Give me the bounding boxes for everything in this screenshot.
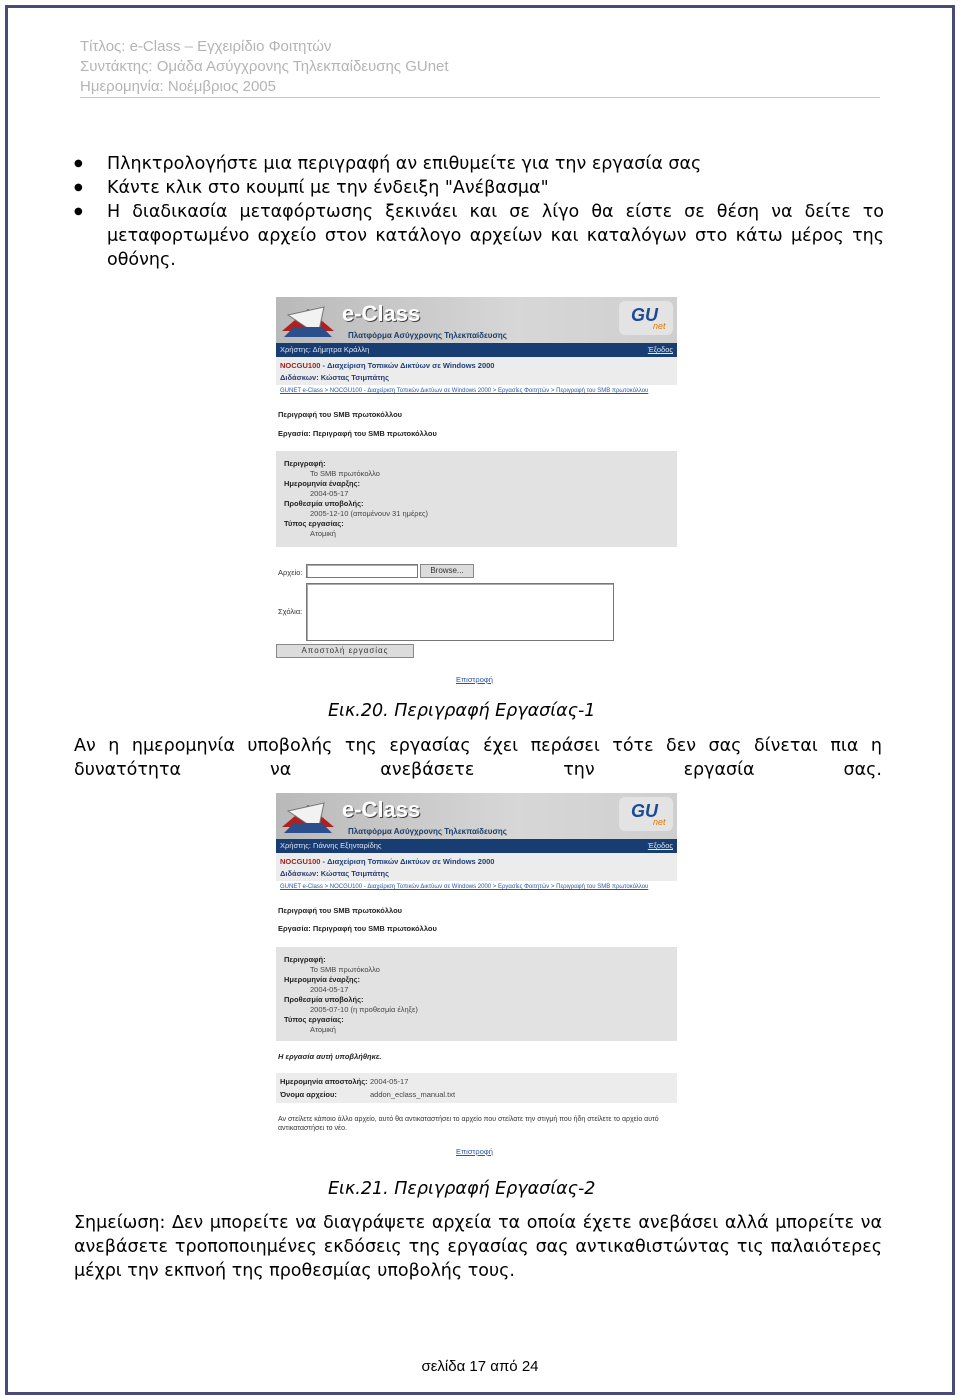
logout-link[interactable]: Έξοδος — [647, 841, 673, 850]
assignment-info — [276, 947, 677, 1041]
eclass-banner — [276, 793, 677, 839]
submission-info — [276, 1073, 677, 1103]
start-label: Ημερομηνία έναρξης: — [284, 479, 361, 488]
gunet-logo-sub: net — [653, 817, 666, 827]
user-name: Χρήστης: Δήμητρα Κράλλη — [280, 345, 370, 354]
submitted-notice: Η εργασία αυτή υποβλήθηκε. — [278, 1052, 382, 1061]
figure-21-caption: Εικ.21. Περιγραφή Εργασίας-2 — [328, 1179, 596, 1199]
type-value: Ατομική — [310, 1025, 336, 1034]
file-label: Αρχείο: — [278, 568, 303, 577]
page-number: σελίδα 17 από 24 — [421, 1358, 539, 1375]
submit-assignment-button[interactable]: Αποστολή εργασίας — [276, 644, 414, 658]
instruction-list — [72, 152, 884, 272]
back-link[interactable]: Επιστροφή — [456, 1147, 493, 1156]
assignment-info — [276, 451, 677, 547]
gunet-logo-sub: net — [653, 321, 666, 331]
platform-name: Πλατφόρμα Ασύγχρονης Τηλεκπαίδευσης — [348, 331, 507, 340]
assignment-subheading: Εργασία: Περιγραφή του SMB πρωτοκόλλου — [278, 429, 437, 438]
brand-name: e-Class — [342, 797, 421, 822]
logout-link[interactable]: Έξοδος — [647, 345, 673, 354]
desc-value: Το SMB πρωτόκολλο — [310, 965, 380, 974]
resubmit-warning: Αν στείλετε κάποιο άλλο αρχείο, αυτό θα αντικαταστήσει το αρχείο που στείλατε την στιγμή που ήδη στείλετε το αρχείο αυτό αντικαταστήσει το νέο. — [278, 1116, 659, 1132]
envelope-logo-icon — [278, 797, 338, 837]
platform-name: Πλατφόρμα Ασύγχρονης Τηλεκπαίδευσης — [348, 827, 507, 836]
note-paragraph: Σημείωση: Δεν μπορείτε να διαγράψετε αρχεία τα οποία έχετε ανεβάσει αλλά μπορείτε να ανεβάσετε τροποποιημένες εκδόσεις της εργασίας σας αντικαθιστώντας τις παλαιότερες μέχρι την εκπνοή της προθεσμίας υποβολής τους. — [74, 1213, 882, 1281]
deadline-value: 2005-12-10 (απομένουν 31 ημέρες) — [310, 509, 429, 518]
course-title — [280, 857, 494, 866]
comments-textarea[interactable] — [306, 583, 614, 641]
assignment-heading: Περιγραφή του SMB πρωτοκόλλου — [278, 906, 403, 915]
assignment-subheading: Εργασία: Περιγραφή του SMB πρωτοκόλλου — [278, 924, 437, 933]
sent-value: 2004-05-17 — [370, 1077, 409, 1086]
desc-value: Το SMB πρωτόκολλο — [310, 469, 380, 478]
header-rule — [80, 97, 880, 98]
deadline-label: Προθεσμία υποβολής: — [284, 499, 364, 508]
file-input[interactable] — [306, 564, 418, 578]
paragraph-deadline: Αν η ημερομηνία υποβολής της εργασίας έχει περάσει τότε δεν σας δίνεται πια η δυνατότητα να ανεβάσετε την εργασία σας. — [74, 736, 882, 780]
figure-20-screenshot — [276, 297, 677, 687]
type-label: Τύπος εργασίας: — [284, 1015, 344, 1024]
doc-title: Τίτλος: e-Class – Εγχειρίδιο Φοιτητών — [80, 38, 332, 55]
instructor: Διδάσκων: Κώστας Τσιμπάτης — [280, 869, 390, 878]
gunet-logo — [619, 797, 673, 831]
sent-label: Ημερομηνία αποστολής: — [280, 1077, 368, 1086]
brand-name: e-Class — [342, 301, 421, 326]
browse-button[interactable]: Browse... — [420, 564, 474, 578]
filename-label: Όνομα αρχείου: — [280, 1090, 337, 1099]
course-name: - Διαχείριση Τοπικών Δικτύων σε Windows 2000 — [320, 361, 495, 370]
course-title — [280, 361, 494, 370]
doc-date: Ημερομηνία: Νοέμβριος 2005 — [80, 78, 276, 95]
user-bar — [276, 343, 677, 357]
start-value: 2004-05-17 — [310, 985, 349, 994]
instructor: Διδάσκων: Κώστας Τσιμπάτης — [280, 373, 390, 382]
course-code: NOCGU100 — [280, 361, 321, 370]
list-item: ● Κάντε κλικ στο κουμπί με την ένδειξη "Ανέβασμα" — [72, 176, 884, 200]
figure-20-caption: Εικ.20. Περιγραφή Εργασίας-1 — [328, 701, 596, 721]
eclass-banner — [276, 297, 677, 343]
envelope-logo-icon — [278, 301, 338, 341]
deadline-label: Προθεσμία υποβολής: — [284, 995, 364, 1004]
gunet-logo-text: GU — [631, 801, 658, 821]
comments-label: Σχόλια: — [278, 607, 303, 616]
course-name: - Διαχείριση Τοπικών Δικτύων σε Windows 2000 — [320, 857, 495, 866]
user-bar — [276, 839, 677, 853]
desc-label: Περιγραφή: — [284, 459, 326, 468]
type-label: Τύπος εργασίας: — [284, 519, 344, 528]
gunet-logo-text: GU — [631, 305, 658, 325]
assignment-heading: Περιγραφή του SMB πρωτοκόλλου — [278, 410, 403, 419]
breadcrumb[interactable]: GUNET e-Class > NOCGU100 - Διαχείριση Τοπικών Δικτύων σε Windows 2000 > Εργασίες Φοιτητών > Περιγραφή του SMB πρωτοκόλλου — [280, 388, 649, 394]
start-label: Ημερομηνία έναρξης: — [284, 975, 361, 984]
doc-author: Συντάκτης: Ομάδα Ασύγχρονης Τηλεκπαίδευσης GUnet — [80, 58, 449, 75]
gunet-logo — [619, 301, 673, 335]
start-value: 2004-05-17 — [310, 489, 349, 498]
list-item: ● Η διαδικασία μεταφόρτωσης ξεκινάει και σε λίγο θα είστε σε θέση να δείτε το μεταφορτωμένο αρχείο στον κατάλογο αρχείων και καταλόγων στο κάτω μέρος της οθόνης. — [72, 200, 884, 272]
course-bar — [276, 357, 677, 385]
filename-value: addon_eclass_manual.txt — [370, 1090, 456, 1099]
deadline-value: 2005-07-10 (η προθεσμία έληξε) — [310, 1005, 418, 1014]
course-code: NOCGU100 — [280, 857, 321, 866]
course-bar — [276, 853, 677, 881]
breadcrumb[interactable]: GUNET e-Class > NOCGU100 - Διαχείριση Τοπικών Δικτύων σε Windows 2000 > Εργασίες Φοιτητών > Περιγραφή του SMB πρωτοκόλλου — [280, 884, 649, 890]
desc-label: Περιγραφή: — [284, 955, 326, 964]
back-link[interactable]: Επιστροφή — [456, 675, 493, 684]
figure-21-screenshot — [276, 793, 677, 1161]
list-item: ● Πληκτρολογήστε μια περιγραφή αν επιθυμείτε για την εργασία σας — [72, 152, 884, 176]
user-name: Χρήστης: Γιάννης Εξηνταρίδης — [280, 841, 382, 850]
type-value: Ατομική — [310, 529, 336, 538]
